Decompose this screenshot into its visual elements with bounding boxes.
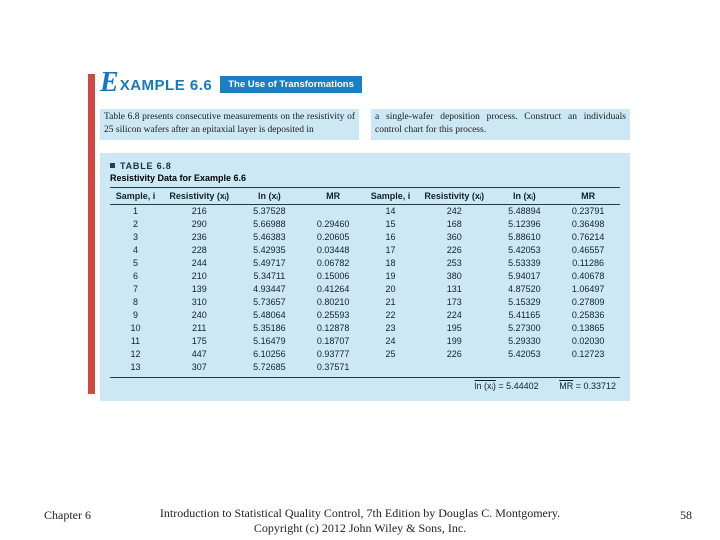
table-cell: 11 xyxy=(130,335,141,346)
table-cell: 168 xyxy=(446,218,462,229)
table-cell: 0.80210 xyxy=(316,296,350,307)
table-cell: 5.35186 xyxy=(253,322,286,333)
table-cell: 15 xyxy=(385,218,396,229)
table-cell: 9 xyxy=(132,309,138,320)
table-cell: 360 xyxy=(446,231,462,242)
table-cell: 0.15006 xyxy=(316,270,350,281)
column-header: MR xyxy=(556,187,620,204)
intro-text xyxy=(100,109,630,140)
table-cell: 0.18707 xyxy=(316,335,350,346)
table-cell: 5.66988 xyxy=(253,218,286,229)
table-cell: 224 xyxy=(446,309,462,320)
table-cell: 12 xyxy=(130,348,141,359)
table-cell: 131 xyxy=(446,283,462,294)
table-cell: 226 xyxy=(446,244,462,255)
table-cell: 307 xyxy=(191,361,207,372)
table-cell: 13 xyxy=(130,361,141,372)
table-cell: 0.20605 xyxy=(316,231,350,242)
table-cell: 290 xyxy=(191,218,207,229)
table-cell: 447 xyxy=(191,348,207,359)
table-cell: 5.48894 xyxy=(508,205,541,216)
table-cell: 5.12396 xyxy=(508,218,541,229)
table-cell: 5 xyxy=(132,257,138,268)
table-row xyxy=(110,256,620,269)
footer-copyright xyxy=(110,506,610,536)
table-cell: 0.46557 xyxy=(571,244,605,255)
table-cell: 0.36498 xyxy=(571,218,605,229)
table-cell: 211 xyxy=(192,322,207,333)
table-cell: 10 xyxy=(130,322,141,333)
table-cell: 5.46383 xyxy=(253,231,286,242)
table-cell: 14 xyxy=(385,205,396,216)
table-cell: 242 xyxy=(446,205,462,216)
table-cell: 19 xyxy=(385,270,396,281)
example-initial-letter: E xyxy=(100,67,119,98)
table-cell: 4.87520 xyxy=(508,283,541,294)
table-cell: 5.34711 xyxy=(253,270,286,281)
table-cell: 0.41264 xyxy=(316,283,350,294)
table-cell: 5.53339 xyxy=(508,257,541,268)
table-cell: 1.06497 xyxy=(571,283,605,294)
column-header: ln (xᵢ) xyxy=(238,187,302,204)
table-cell: 0.13865 xyxy=(571,322,605,333)
resistivity-table xyxy=(110,187,620,374)
table-cell: 139 xyxy=(191,283,207,294)
table-cell: 0.23791 xyxy=(571,205,605,216)
table-row xyxy=(110,295,620,308)
table-row xyxy=(110,360,620,373)
table-cell: 210 xyxy=(191,270,207,281)
table-cell: 226 xyxy=(446,348,462,359)
table-cell: 5.15329 xyxy=(508,296,541,307)
table-cell: 16 xyxy=(385,231,396,242)
table-cell xyxy=(493,360,557,373)
table-cell: 22 xyxy=(385,309,396,320)
table-row xyxy=(110,308,620,321)
table-header-row xyxy=(110,187,620,204)
table-row xyxy=(110,204,620,217)
table-cell: 4.93447 xyxy=(253,283,286,294)
table-row xyxy=(110,217,620,230)
footer-line1: Introduction to Statistical Quality Control, 7th Edition by Douglas C. Montgomery. xyxy=(159,506,561,520)
table-cell: 5.29330 xyxy=(508,335,541,346)
table-cell: 173 xyxy=(446,296,462,307)
table-cell: 240 xyxy=(191,309,207,320)
table-cell xyxy=(556,360,620,373)
table-cell: 0.25836 xyxy=(571,309,605,320)
table-cell: 5.42935 xyxy=(253,244,286,255)
table-cell: 0.03448 xyxy=(316,244,350,255)
table-row xyxy=(110,269,620,282)
table-row xyxy=(110,230,620,243)
table-cell: 0.06782 xyxy=(316,257,350,268)
table-cell: 5.94017 xyxy=(508,270,541,281)
table-cell: 8 xyxy=(132,296,138,307)
table-cell: 5.72685 xyxy=(253,361,286,372)
table-cell: 175 xyxy=(191,335,207,346)
table-label: TABLE 6.8 xyxy=(120,160,172,171)
table-cell: 0.11286 xyxy=(572,257,605,268)
table-cell: 199 xyxy=(446,335,462,346)
column-header: Resistivity (xᵢ) xyxy=(161,187,238,204)
table-row xyxy=(110,334,620,347)
square-bullet-icon xyxy=(110,163,115,168)
table-cell: 0.25593 xyxy=(316,309,350,320)
table-cell: 5.37528 xyxy=(253,205,286,216)
table-cell: 20 xyxy=(385,283,396,294)
table-cell: 0.12878 xyxy=(316,322,350,333)
table-cell: 0.93777 xyxy=(316,348,350,359)
table-cell: 1 xyxy=(132,205,138,216)
table-cell: 23 xyxy=(385,322,396,333)
table-cell: 244 xyxy=(191,257,207,268)
intro-right-column: a single-wafer deposition process. Construct an individuals control chart for this process. xyxy=(371,109,630,140)
table-cell: 5.42053 xyxy=(508,244,541,255)
summary-ln-value: = 5.44402 xyxy=(495,381,539,392)
table-cell: 0.37571 xyxy=(316,361,350,372)
table-summary xyxy=(110,377,620,391)
intro-left-column: Table 6.8 presents consecutive measurements on the resistivity of 25 silicon wafers after an epitaxial layer is deposited in xyxy=(100,109,359,140)
table-cell: 0.02030 xyxy=(571,335,605,346)
summary-ln-term: ln (xᵢ) xyxy=(474,381,496,392)
table-cell: 0.12723 xyxy=(571,348,605,359)
table-head xyxy=(110,187,620,204)
page-number: 58 xyxy=(680,508,692,522)
column-header: Sample, i xyxy=(365,187,416,204)
table-cell xyxy=(416,360,493,373)
table-row xyxy=(110,347,620,360)
table-cell: 5.88610 xyxy=(508,231,541,242)
red-accent-bar xyxy=(88,74,95,394)
table-cell: 6.10256 xyxy=(253,348,286,359)
table-cell: 21 xyxy=(385,296,396,307)
table-cell: 2 xyxy=(132,218,138,229)
table-cell: 4 xyxy=(132,244,138,255)
table-cell: 310 xyxy=(191,296,207,307)
summary-mr-value: = 0.33712 xyxy=(573,381,616,392)
example-title: XAMPLE 6.6 xyxy=(119,76,213,94)
table-label-row xyxy=(110,161,620,171)
table-cell: 0.40678 xyxy=(571,270,605,281)
table-cell: 6 xyxy=(132,270,138,281)
table-cell: 5.49717 xyxy=(253,257,286,268)
table-cell: 7 xyxy=(132,283,138,294)
table-cell: 17 xyxy=(385,244,396,255)
column-header: Resistivity (xᵢ) xyxy=(416,187,493,204)
column-header: MR xyxy=(301,187,365,204)
footer-line2: Copyright (c) 2012 John Wiley & Sons, Inc. xyxy=(253,521,467,535)
table-cell: 216 xyxy=(191,205,207,216)
table-body xyxy=(110,204,620,373)
table-panel xyxy=(100,153,630,402)
example-header xyxy=(100,67,630,98)
table-cell: 25 xyxy=(385,348,396,359)
table-cell: 5.42053 xyxy=(508,348,541,359)
table-cell: 0.76214 xyxy=(571,231,605,242)
summary-mr-term: $\overline{MR}$ xyxy=(559,381,574,392)
table-cell xyxy=(301,204,365,217)
column-header: ln (xᵢ) xyxy=(493,187,557,204)
table-cell: 253 xyxy=(446,257,462,268)
table-cell: 0.27809 xyxy=(571,296,605,307)
table-cell: 24 xyxy=(385,335,396,346)
book-excerpt xyxy=(100,67,630,401)
footer-chapter: Chapter 6 xyxy=(44,508,91,522)
example-banner: The Use of Transformations xyxy=(220,76,362,93)
table-cell: 0.29460 xyxy=(316,218,350,229)
table-row xyxy=(110,243,620,256)
table-cell: 3 xyxy=(132,231,138,242)
table-cell: 380 xyxy=(446,270,462,281)
table-cell: 5.73657 xyxy=(253,296,286,307)
column-header: Sample, i xyxy=(110,187,161,204)
table-cell: 5.41165 xyxy=(508,309,541,320)
table-row xyxy=(110,321,620,334)
table-cell: 195 xyxy=(446,322,462,333)
table-cell: 18 xyxy=(385,257,396,268)
table-cell: 5.16479 xyxy=(253,335,286,346)
table-cell: 5.48064 xyxy=(253,309,286,320)
table-cell: 236 xyxy=(191,231,207,242)
table-cell: 228 xyxy=(191,244,207,255)
table-cell xyxy=(365,360,416,373)
table-caption: Resistivity Data for Example 6.6 xyxy=(110,172,247,183)
table-cell: 5.27300 xyxy=(508,322,541,333)
table-row xyxy=(110,282,620,295)
